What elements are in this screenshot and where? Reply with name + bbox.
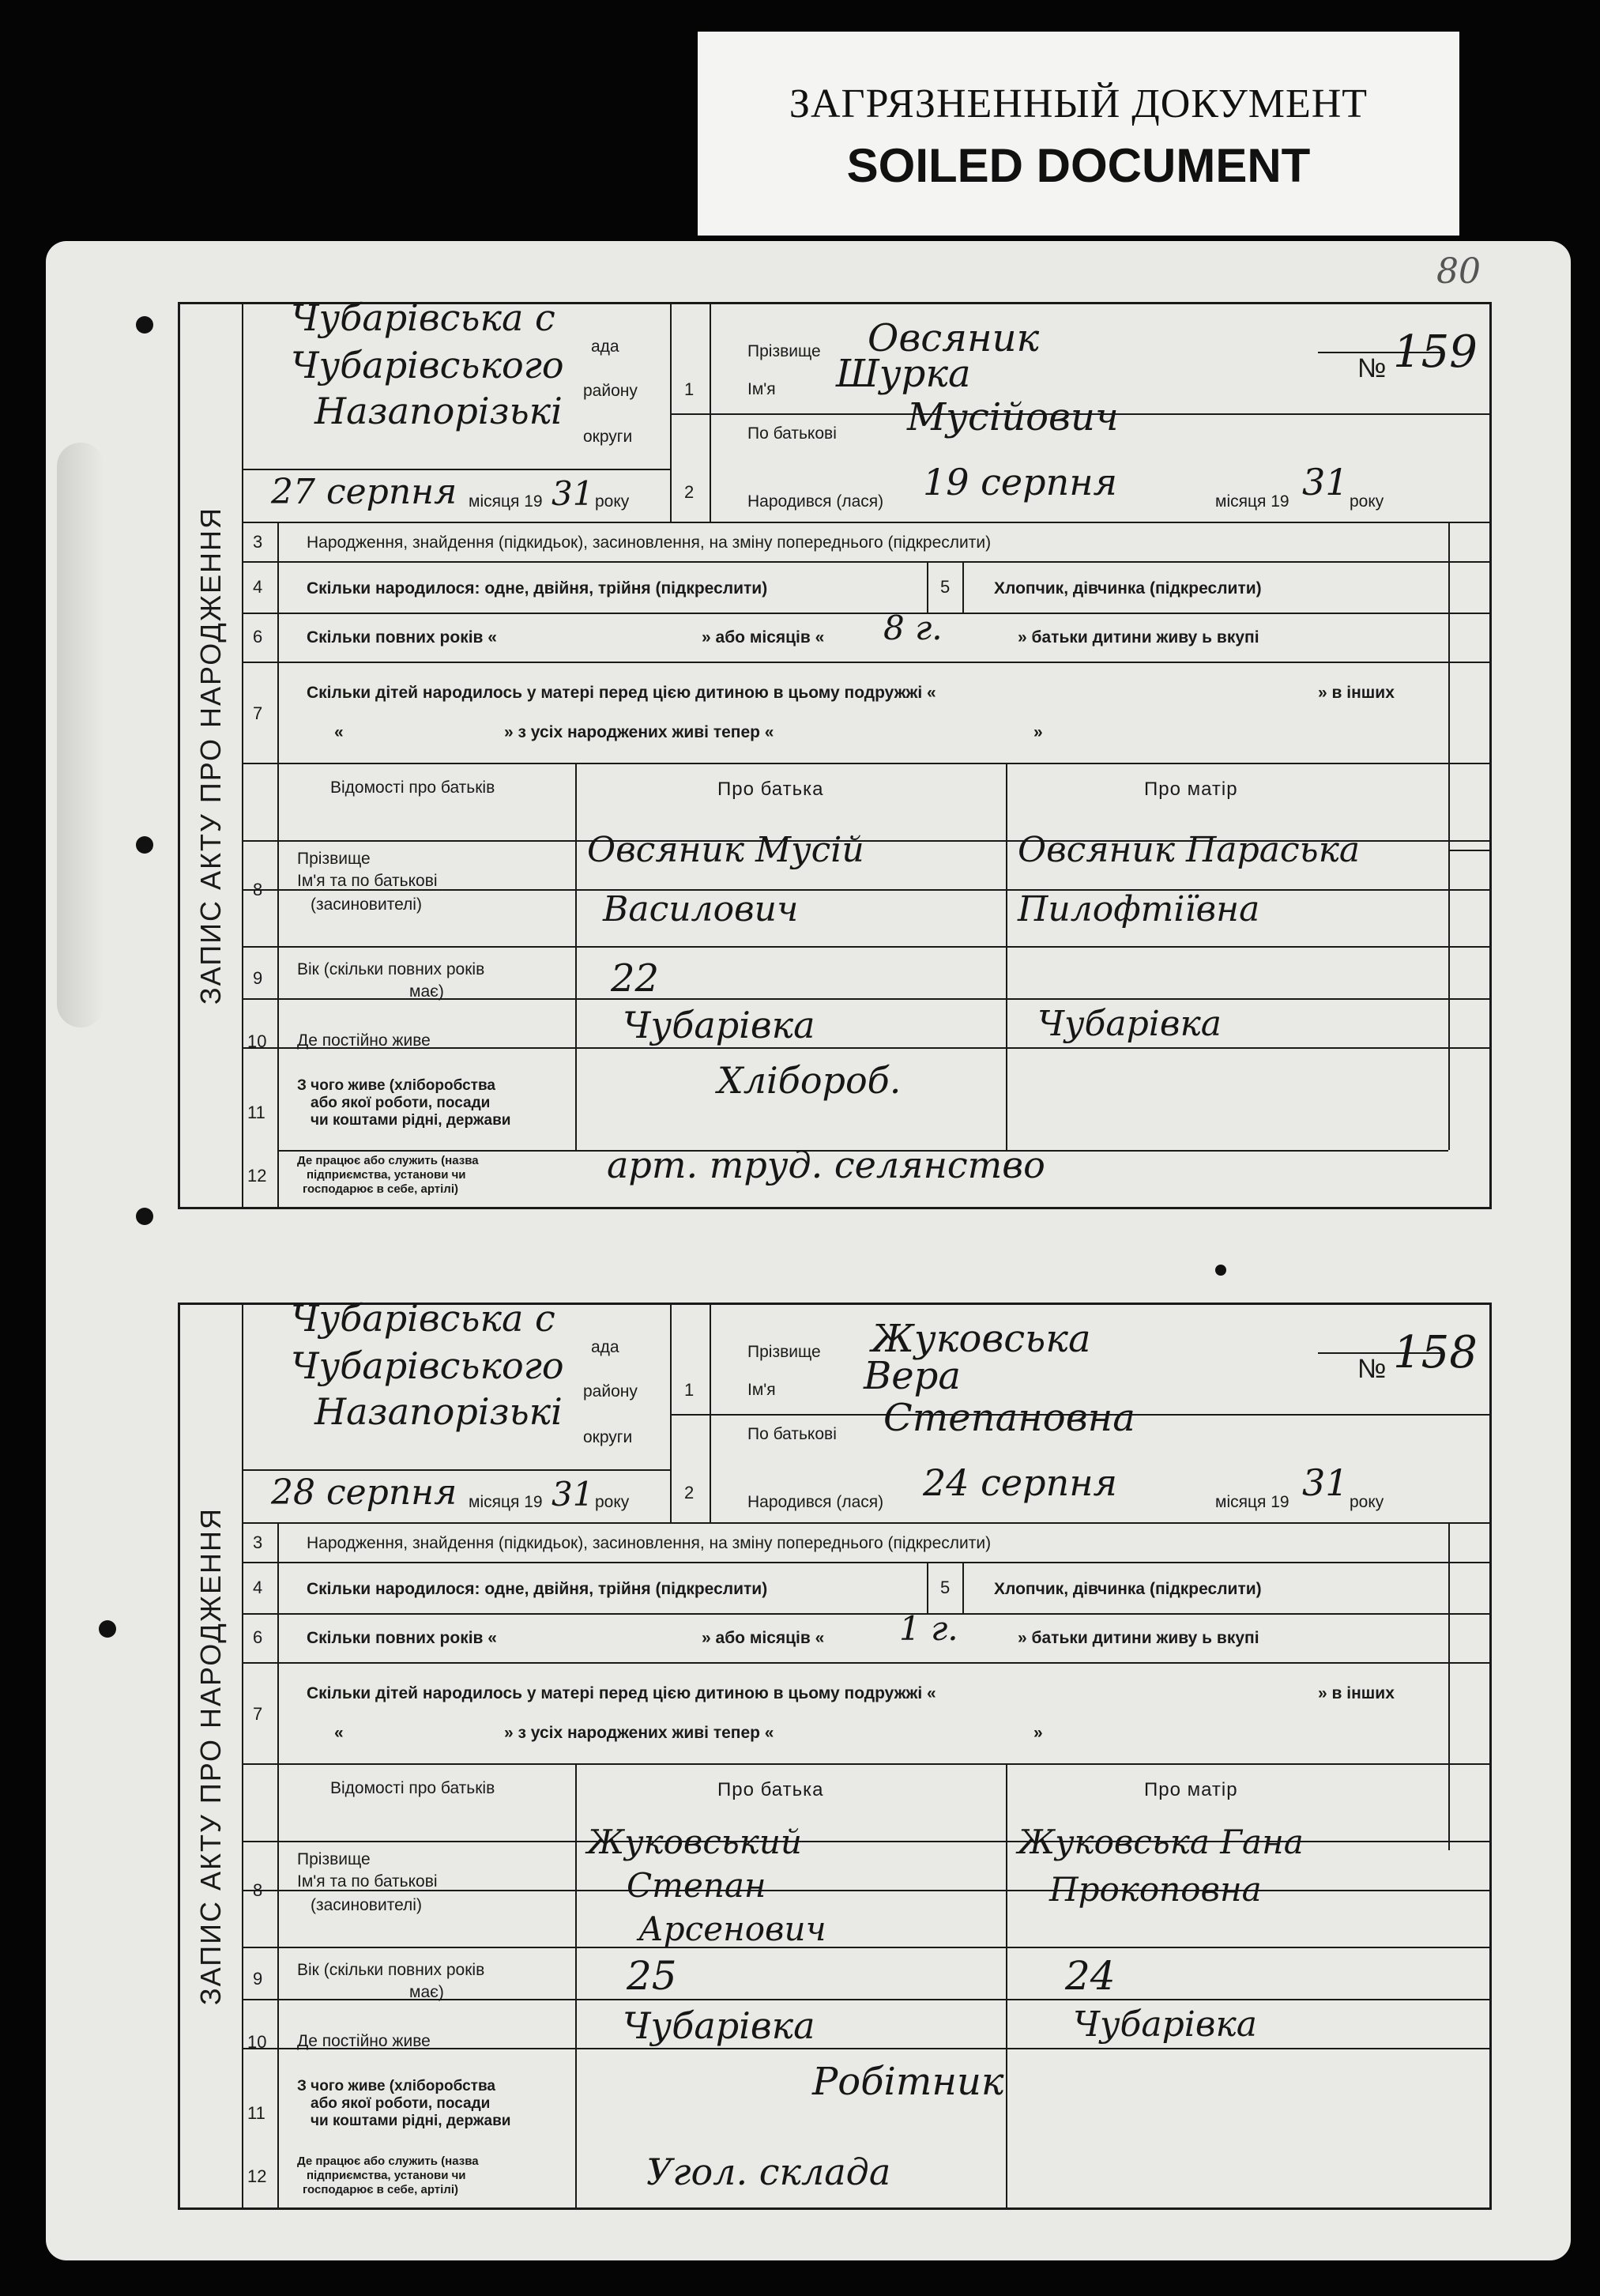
birth-date: 19 серпня <box>923 461 1117 503</box>
father-name-3: Арсенович <box>638 1910 826 1948</box>
ink-dot <box>1215 1265 1226 1276</box>
mother-residence: Чубарівка <box>1037 1004 1222 1044</box>
binder-hole <box>136 1208 153 1225</box>
birth-record-2: ЗАПИС АКТУ ПРО НАРОДЖЕННЯ Чубарівська с ада Чубарівського району Назапорізькі округи 28 серпня місяця 19 31 року 1 2 Прізвище Жуковська Ім'я Вера По батькові Степановна № 158 Народився (лася) 24 серпня місяця 19 31 року 3 Народження, знайдення (підкидьок), засиновлення, на зміну попереднього (підкреслити) 4 Скільки народилося: одне, двійня, трійня (підкреслити) 5 Хлопчик, дівчинка (підкреслити) 6 Скільки повних років « » або місяців « 1 г. » батьки дитини живу ь вкупі 7 Скільки дітей народилось у матері перед цією дитиною в цьому подружжі « » в інших « » з усіх народжених живі тепер « » Відомості про батьків Про батька Про матір 8 Прізвище Ім'я та по батькові (засиновителі) Жуковський Степан Арсенович Жуковська Гана Прокоповна 9 Вік (скільки повних років має) 25 24 10 Де постійно живе Чубарівка Чубарівка 11 З чого живе (хліборобства або якої роботи, посади чи коштами рідні, держави Робітник 12 Де працює або служить (назва підприємства, установи чи господарює в себе, артілі) Угол. склада <box>178 1303 1492 2210</box>
surname-value: Жуковська <box>872 1317 1091 1361</box>
mother-age: 24 <box>1065 1953 1116 1999</box>
rada-value: Чубарівська с <box>291 1297 555 1340</box>
father-work: Угол. склада <box>646 2151 891 2193</box>
soiled-document-stamp <box>698 32 1459 236</box>
father-name-2: Степан <box>627 1866 766 1905</box>
raion-value: Чубарівського <box>291 344 564 386</box>
father-residence: Чубарівка <box>623 2004 815 2047</box>
birth-year: 31 <box>1302 461 1349 503</box>
okrug-value: Назапорізькі <box>314 1390 563 1433</box>
father-name-1: Овсяник Мусій <box>587 830 864 870</box>
father-age: 25 <box>627 1953 677 1999</box>
months-together: 1 г. <box>899 1609 958 1648</box>
rada-value: Чубарівська с <box>291 296 555 339</box>
mother-name-2: Прокоповна <box>1049 1870 1262 1909</box>
okrug-value: Назапорізькі <box>314 390 563 432</box>
record-number: 159 <box>1393 326 1478 378</box>
record-number: 158 <box>1393 1327 1478 1378</box>
page-number: 80 <box>1436 251 1481 292</box>
stamp-en: SOILED DOCUMENT <box>846 139 1311 192</box>
reg-year: 31 <box>552 474 594 513</box>
side-title: ЗАПИС АКТУ ПРО НАРОДЖЕННЯ <box>180 304 243 1207</box>
binder-hole <box>136 836 153 854</box>
birth-date: 24 серпня <box>923 1461 1117 1504</box>
mother-name-2: Пилофтіївна <box>1018 889 1260 929</box>
reg-year: 31 <box>552 1475 594 1514</box>
surname-value: Овсяник <box>868 316 1040 360</box>
birth-year: 31 <box>1302 1461 1349 1504</box>
raion-value: Чубарівського <box>291 1344 564 1387</box>
side-title: ЗАПИС АКТУ ПРО НАРОДЖЕННЯ <box>180 1305 243 2207</box>
father-residence: Чубарівка <box>623 1004 815 1046</box>
reg-date: 27 серпня <box>271 472 457 512</box>
patronymic-value: Мусійович <box>907 395 1119 439</box>
mother-name-1: Жуковська Гана <box>1018 1823 1304 1861</box>
binder-hole <box>99 1620 116 1638</box>
birth-record-1: ЗАПИС АКТУ ПРО НАРОДЖЕННЯ Чубарівська с ада Чубарівського району Назапорізькі округи 27 серпня місяця 19 31 року 1 2 Прізвище Овсяник Ім'я Шурка По батькові Мусійович № 159 Народився (лася) 19 серпня місяця 19 31 року 3 Народження, знайдення (підкидьок), засиновлення, на зміну попереднього (підкреслити) 4 Скільки народилося: одне, двійня, трійня (підкреслити) 5 Хлопчик, дівчинка (підкреслити) 6 Скільки повних років « » або місяців « 8 г. » батьки дитини живу ь вкупі 7 Скільки дітей народилось у матері перед цією дитиною в цьому подружжі « » в інших « » з усіх народжених живі тепер « » Відомості про батьків Про батька Про матір 8 Прізвище Ім'я та по батькові (засиновителі) Овсяник Мусій Василович Овсяник Параська Пилофтіївна 9 Вік (скільки повних років має) 22 10 Де постійно живе Чубарівка Чубарівка 11 З чого живе (хліборобства або якої роботи, посади чи коштами рідні, держави Хлібороб. 12 Де працює або служить (назва підприємства, установи чи господарює в себе, артілі) арт. труд. селянство <box>178 302 1492 1209</box>
months-together: 8 г. <box>883 609 943 647</box>
father-age: 22 <box>611 956 660 1001</box>
patronymic-value: Степановна <box>883 1396 1135 1440</box>
father-occupation: Хлібороб. <box>717 1059 902 1102</box>
name-value: Вера <box>864 1354 962 1398</box>
mother-name-1: Овсяник Параська <box>1018 830 1361 870</box>
binder-hole <box>136 316 153 334</box>
name-value: Шурка <box>836 352 971 396</box>
reg-date: 28 серпня <box>271 1472 457 1513</box>
mother-residence: Чубарівка <box>1073 2004 1257 2045</box>
page-wear <box>57 443 104 1027</box>
father-name-1: Жуковський <box>587 1823 802 1861</box>
father-work: арт. труд. селянство <box>607 1144 1045 1186</box>
stamp-ru: ЗАГРЯЗНЕННЫЙ ДОКУМЕНТ <box>789 81 1368 126</box>
father-occupation: Робітник <box>812 2060 1004 2104</box>
father-name-2: Василович <box>603 889 799 929</box>
